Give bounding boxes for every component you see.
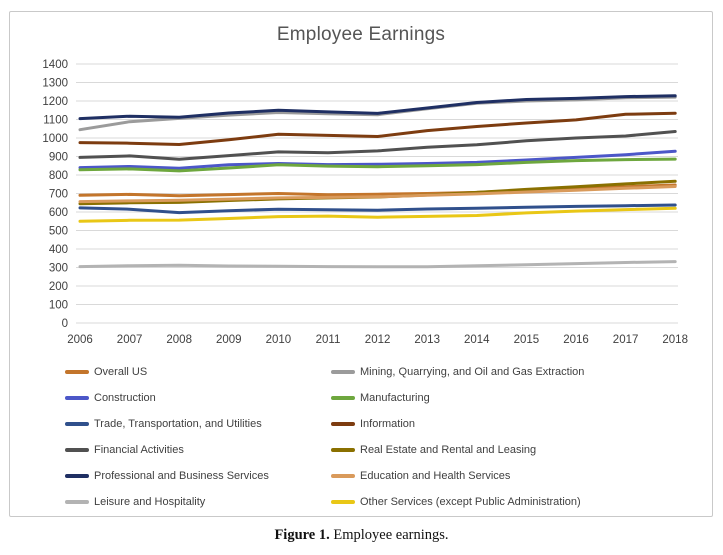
x-axis-tick-label: 2010 [265,334,292,346]
legend-label: Manufacturing [360,392,430,404]
y-axis-tick-label: 1100 [43,114,68,127]
x-axis-tick-label: 2017 [612,334,639,346]
x-axis-tick-label: 2015 [513,334,540,346]
figure-caption-label: Figure 1. [274,527,330,543]
y-axis-tick-label: 100 [48,299,68,312]
legend-label: Overall US [94,366,148,378]
legend-label: Other Services (except Public Administration) [360,496,581,508]
y-axis-tick-label: 800 [48,170,68,182]
legend-label: Professional and Business Services [94,470,269,482]
legend-item [331,489,705,515]
y-axis-tick-label: 300 [48,262,68,275]
legend-item [65,411,331,437]
legend-item [65,359,331,385]
y-axis-tick-label: 400 [48,244,68,256]
legend-swatch [65,474,89,478]
legend-item [331,359,705,385]
figure-caption-text: Employee earnings. [329,527,449,543]
y-axis-tick-label: 900 [48,151,68,164]
y-axis-tick-label: 700 [48,188,68,201]
legend-item [331,437,705,463]
legend-swatch [65,448,89,452]
x-axis-tick-label: 2018 [662,334,688,346]
y-axis-tick-label: 600 [48,207,68,219]
legend-swatch [331,500,355,504]
legend-label: Leisure and Hospitality [94,496,206,508]
legend-swatch [65,370,89,374]
y-axis-tick-label: 1000 [42,133,68,145]
legend-label: Mining, Quarrying, and Oil and Gas Extraction [360,366,585,378]
legend-label: Information [360,418,416,430]
legend-swatch [331,474,355,478]
y-axis-tick-label: 1400 [42,59,68,71]
x-axis-tick-label: 2006 [67,334,93,346]
legend-swatch [331,370,355,374]
legend-swatch [331,396,355,400]
legend-label: Trade, Transportation, and Utilities [94,418,262,430]
legend-item [331,411,705,437]
x-axis-tick-label: 2012 [364,334,391,346]
x-axis-tick-label: 2014 [464,334,490,346]
line-chart-plot [10,12,712,357]
legend-swatch [65,500,89,504]
legend-label: Construction [94,392,156,404]
x-axis-tick-label: 2011 [315,334,341,346]
legend-item [65,385,331,411]
x-axis-tick-label: 2013 [414,334,440,346]
chart-title: Employee Earnings [276,24,446,45]
x-axis-tick-label: 2009 [216,334,242,346]
x-axis-tick-label: 2007 [116,334,143,346]
figure-caption [0,527,723,544]
y-axis-tick-label: 0 [61,318,68,330]
x-axis-tick-label: 2008 [166,334,192,346]
series-line [80,262,675,267]
legend-swatch [65,396,89,400]
y-axis-tick-label: 200 [48,281,68,293]
legend-label: Education and Health Services [360,470,511,482]
x-axis-tick-label: 2016 [563,334,589,346]
y-axis-tick-label: 1200 [42,96,68,108]
legend-swatch [331,448,355,452]
chart-card [9,11,713,517]
legend-item [65,463,331,489]
legend-item [65,437,331,463]
legend-label: Financial Activities [94,444,184,456]
chart-legend [65,359,705,515]
legend-item [331,385,705,411]
y-axis-tick-label: 500 [48,225,68,238]
legend-item [331,463,705,489]
legend-item [65,489,331,515]
legend-swatch [331,422,355,426]
legend-swatch [65,422,89,426]
y-axis-tick-label: 1300 [42,77,68,90]
legend-label: Real Estate and Rental and Leasing [360,444,537,456]
